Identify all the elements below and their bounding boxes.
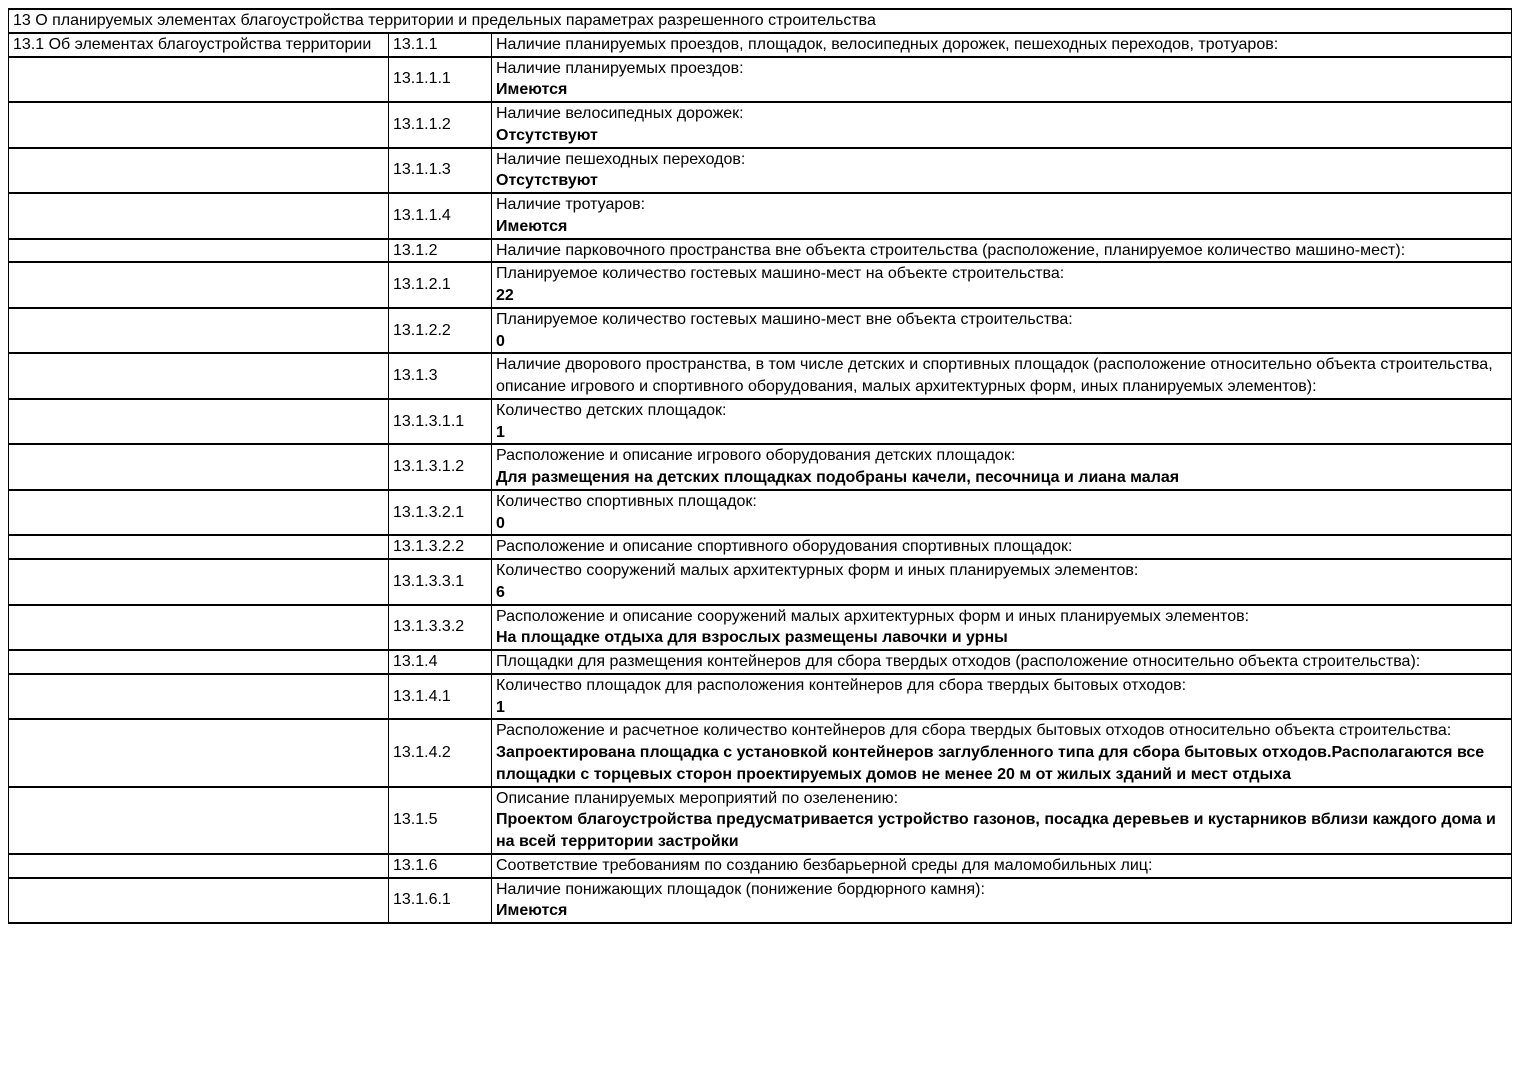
row-code: 13.1.3 bbox=[389, 353, 492, 399]
row-content-cell bbox=[492, 878, 1512, 924]
row-label: Наличие дворового пространства, в том числе детских и спортивных площадок (расположение относительно объекта строительства, описание игрового и спортивного оборудования, малых архитектурных форм, иных планируемых элементов): bbox=[496, 356, 1493, 395]
group-label-cell bbox=[9, 854, 389, 878]
group-label-cell: 13.1 Об элементах благоустройства территории bbox=[9, 33, 389, 57]
row-value: Для размещения на детских площадках подобраны качели, песочница и лиана малая bbox=[496, 469, 1180, 486]
table-row bbox=[9, 605, 1512, 651]
row-content-cell bbox=[492, 33, 1512, 57]
table-row bbox=[9, 878, 1512, 924]
group-label-cell bbox=[9, 878, 389, 924]
row-code: 13.1.5 bbox=[389, 787, 492, 854]
group-label-cell bbox=[9, 239, 389, 263]
group-label-cell bbox=[9, 193, 389, 239]
row-value: На площадке отдыха для взрослых размещены лавочки и урны bbox=[496, 629, 1008, 647]
row-content-cell bbox=[492, 102, 1512, 148]
row-code: 13.1.1 bbox=[389, 33, 492, 57]
row-content-cell bbox=[492, 719, 1512, 786]
table-row bbox=[9, 353, 1512, 399]
table-row bbox=[9, 308, 1512, 354]
row-label: Наличие планируемых проездов: bbox=[496, 59, 744, 77]
row-label: Соответствие требованиям по созданию безбарьерной среды для маломобильных лиц: bbox=[496, 856, 1153, 874]
row-label: Расположение и описание спортивного оборудования спортивных площадок: bbox=[496, 538, 1073, 556]
row-code: 13.1.1.1 bbox=[389, 57, 492, 103]
row-value: Отсутствуют bbox=[496, 172, 598, 190]
row-code: 13.1.3.1.1 bbox=[389, 399, 492, 445]
row-value: 0 bbox=[496, 332, 505, 350]
table-body bbox=[9, 9, 1512, 923]
group-label-cell bbox=[9, 674, 389, 720]
row-content-cell bbox=[492, 854, 1512, 878]
row-label: Количество площадок для расположения контейнеров для сбора твердых бытовых отходов: bbox=[496, 676, 1187, 694]
row-code: 13.1.3.2.2 bbox=[389, 535, 492, 559]
row-value: Имеются bbox=[496, 902, 568, 920]
row-code: 13.1.1.3 bbox=[389, 148, 492, 194]
table-row bbox=[9, 719, 1512, 786]
table-row bbox=[9, 674, 1512, 720]
row-label: Планируемое количество гостевых машино-мест вне объекта строительства: bbox=[496, 310, 1073, 328]
group-label-cell bbox=[9, 57, 389, 103]
row-label: Наличие пешеходных переходов: bbox=[496, 150, 746, 168]
row-label: Наличие понижающих площадок (понижение бордюрного камня): bbox=[496, 880, 985, 898]
group-label-cell bbox=[9, 650, 389, 674]
row-label: Планируемое количество гостевых машино-мест на объекте строительства: bbox=[496, 265, 1065, 283]
table-row bbox=[9, 854, 1512, 878]
row-label: Расположение и описание игрового оборудования детских площадок: bbox=[496, 447, 1016, 465]
row-code: 13.1.4.2 bbox=[389, 719, 492, 786]
row-label: Количество детских площадок: bbox=[496, 401, 727, 419]
row-content-cell bbox=[492, 559, 1512, 605]
row-content-cell bbox=[492, 57, 1512, 103]
row-content-cell bbox=[492, 787, 1512, 854]
row-label: Описание планируемых мероприятий по озеленению: bbox=[496, 789, 899, 807]
group-label-cell bbox=[9, 787, 389, 854]
group-label-cell bbox=[9, 353, 389, 399]
table-row bbox=[9, 399, 1512, 445]
table-row bbox=[9, 239, 1512, 263]
row-code: 13.1.1.2 bbox=[389, 102, 492, 148]
row-value: 1 bbox=[496, 698, 505, 716]
row-content-cell bbox=[492, 262, 1512, 308]
row-content-cell bbox=[492, 353, 1512, 399]
row-content-cell bbox=[492, 490, 1512, 536]
group-label-cell bbox=[9, 148, 389, 194]
project-declaration-table bbox=[8, 8, 1512, 924]
row-code: 13.1.3.1.2 bbox=[389, 444, 492, 490]
row-code: 13.1.3.3.2 bbox=[389, 605, 492, 651]
row-content-cell bbox=[492, 308, 1512, 354]
row-content-cell bbox=[492, 148, 1512, 194]
row-label: Наличие планируемых проездов, площадок, велосипедных дорожек, пешеходных переходов, тротуаров: bbox=[496, 35, 1279, 53]
table-row bbox=[9, 444, 1512, 490]
group-label-cell bbox=[9, 490, 389, 536]
row-code: 13.1.6.1 bbox=[389, 878, 492, 924]
table-row bbox=[9, 650, 1512, 674]
row-content-cell bbox=[492, 674, 1512, 720]
row-code: 13.1.1.4 bbox=[389, 193, 492, 239]
row-value: Запроектирована площадка с установкой контейнеров заглубленного типа для сбора бытовых отходов.Располагаются все площадки с торцевых сторон проектируемых домов не менее 20 м от жилых зданий и мест отдыха bbox=[496, 744, 1485, 783]
row-content-cell bbox=[492, 535, 1512, 559]
row-code: 13.1.4.1 bbox=[389, 674, 492, 720]
group-label-cell bbox=[9, 399, 389, 445]
row-label: Наличие тротуаров: bbox=[496, 196, 646, 213]
row-value: 22 bbox=[496, 287, 514, 304]
row-value: Имеются bbox=[496, 81, 568, 99]
table-row bbox=[9, 57, 1512, 103]
table-row bbox=[9, 787, 1512, 854]
row-label: Наличие велосипедных дорожек: bbox=[496, 105, 744, 122]
group-label-cell bbox=[9, 559, 389, 605]
section-header-row bbox=[9, 9, 1512, 33]
row-value: Проектом благоустройства предусматривается устройство газонов, посадка деревьев и кустарников вблизи каждого дома и на всей территории застройки bbox=[496, 811, 1496, 850]
table-row bbox=[9, 262, 1512, 308]
table-row bbox=[9, 193, 1512, 239]
group-label-cell bbox=[9, 535, 389, 559]
table-row bbox=[9, 559, 1512, 605]
row-label: Количество сооружений малых архитектурных форм и иных планируемых элементов: bbox=[496, 562, 1139, 579]
row-content-cell bbox=[492, 605, 1512, 651]
row-code: 13.1.2.1 bbox=[389, 262, 492, 308]
group-label-cell bbox=[9, 719, 389, 786]
row-code: 13.1.2 bbox=[389, 239, 492, 263]
table-row bbox=[9, 148, 1512, 194]
row-label: Расположение и описание сооружений малых архитектурных форм и иных планируемых элементов: bbox=[496, 607, 1250, 625]
row-code: 13.1.4 bbox=[389, 650, 492, 674]
row-content-cell bbox=[492, 650, 1512, 674]
table-row bbox=[9, 535, 1512, 559]
row-content-cell bbox=[492, 239, 1512, 263]
row-label: Наличие парковочного пространства вне объекта строительства (расположение, планируемое количество машино-мест): bbox=[496, 241, 1406, 259]
row-content-cell bbox=[492, 444, 1512, 490]
row-label: Площадки для размещения контейнеров для сбора твердых отходов (расположение относительно объекта строительства): bbox=[496, 653, 1421, 670]
table-row bbox=[9, 33, 1512, 57]
row-value: Имеются bbox=[496, 217, 568, 235]
group-label-cell bbox=[9, 605, 389, 651]
group-label-cell bbox=[9, 262, 389, 308]
row-label: Расположение и расчетное количество контейнеров для сбора твердых бытовых отходов относительно объекта строительства: bbox=[496, 722, 1452, 740]
row-value: 0 bbox=[496, 514, 505, 532]
section-header: 13 О планируемых элементах благоустройства территории и предельных параметрах разрешенного строительства bbox=[9, 9, 1512, 33]
row-value: 6 bbox=[496, 583, 505, 601]
group-label-cell bbox=[9, 444, 389, 490]
row-content-cell bbox=[492, 399, 1512, 445]
row-code: 13.1.3.3.1 bbox=[389, 559, 492, 605]
row-code: 13.1.6 bbox=[389, 854, 492, 878]
row-value: Отсутствуют bbox=[496, 126, 598, 144]
table-row bbox=[9, 102, 1512, 148]
row-label: Количество спортивных площадок: bbox=[496, 492, 757, 510]
row-code: 13.1.2.2 bbox=[389, 308, 492, 354]
row-value: 1 bbox=[496, 423, 505, 441]
table-row bbox=[9, 490, 1512, 536]
group-label-cell bbox=[9, 102, 389, 148]
row-content-cell bbox=[492, 193, 1512, 239]
row-code: 13.1.3.2.1 bbox=[389, 490, 492, 536]
group-label-cell bbox=[9, 308, 389, 354]
